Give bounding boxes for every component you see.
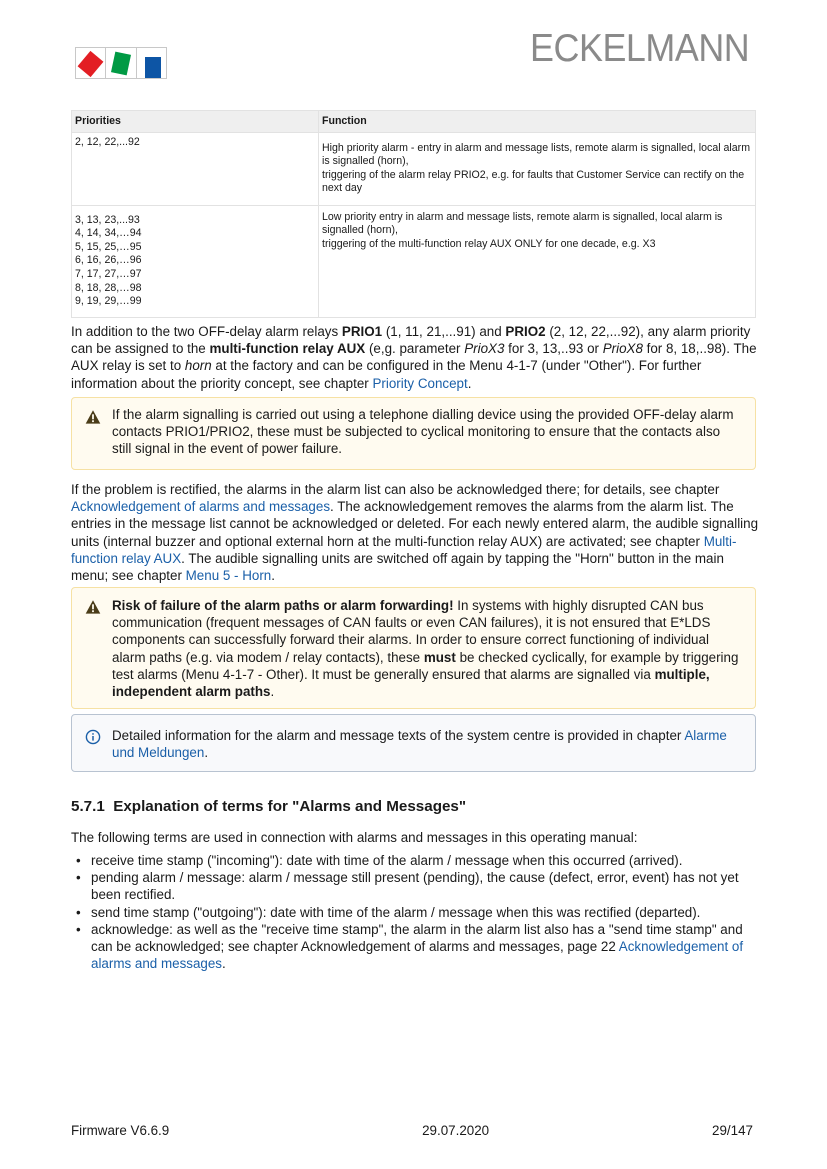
menu-5-horn-link[interactable]: Menu 5 - Horn xyxy=(185,568,272,584)
warning-text: If the alarm signalling is carried out using a telephone dialling device using the provided OFF-delay alarm contacts PRIO1/PRIO2, these must be subjected to cyclical monitoring to ensure that the contacts also still signal in the event of power failure. xyxy=(112,407,734,457)
function-cell: Low priority entry in alarm and message lists, remote alarm is signalled, local alarm is signalled (horn), triggering of the multi-function relay AUX ONLY for one decade, e.g. X3 xyxy=(319,205,756,317)
info-text: Detailed information for the alarm and message texts of the system centre is provided in chapter Alarme und Meldungen. xyxy=(112,728,727,761)
multi-function-relay-link[interactable]: Multi-function relay AUX xyxy=(71,533,737,566)
acknowledgement-paragraph: If the problem is rectified, the alarms in the alarm list can also be acknowledged there; for details, see chapter Acknowledgement of alarms and messages. The acknowledgement removes the alarms from the alarm list. The entries in the message list cannot be acknowledged or deleted. For each newly entered alarm, the audible signalling units (internal buzzer and optional external horn at the multi-function relay AUX) are activated; see chapter Multi-function relay AUX. The audible signalling units are switched off again by tapping the "Horn" button in the main menu; see chapter Menu 5 - Horn. xyxy=(71,482,759,584)
table-row xyxy=(72,205,756,317)
list-item: • pending alarm / message: alarm / message still present (pending), the cause (defect, error, event) has not yet been rectified. xyxy=(71,869,761,903)
column-header-priorities: Priorities xyxy=(72,111,319,133)
section-heading: 5.7.1 Explanation of terms for "Alarms and Messages" xyxy=(71,798,467,815)
warning-callout-alarm-paths xyxy=(71,587,756,709)
table-header-row xyxy=(72,111,756,133)
warning-callout-dialling-device xyxy=(71,397,756,470)
terms-list xyxy=(71,852,761,972)
priority-concept-link[interactable]: Priority Concept xyxy=(372,375,468,391)
footer-date: 29.07.2020 xyxy=(422,1123,490,1138)
red-diamond-icon xyxy=(78,51,104,77)
firmware-version: Firmware V6.6.9 xyxy=(71,1123,170,1138)
acknowledgement-page-link[interactable]: Acknowledgement of alarms and messages xyxy=(91,939,744,972)
eckelmann-logo-mark xyxy=(75,47,167,79)
column-header-function: Function xyxy=(319,111,756,133)
priorities-cell: 2, 12, 22,...92 xyxy=(72,132,319,205)
section-intro: The following terms are used in connection with alarms and messages in this operating manual: xyxy=(71,830,638,845)
page-footer xyxy=(71,1122,753,1139)
table-row xyxy=(72,132,756,205)
relay-priority-paragraph: In addition to the two OFF-delay alarm relays PRIO1 (1, 11, 21,...91) and PRIO2 (2, 12, 22,...92), any alarm priority can be assigned to the multi-function relay AUX (e,g. parameter PrioX3 for 3, 13,..93 or PrioX8 for 8, 18,..98). The AUX relay is set to horn at the factory and can be configured in the Menu 4-1-7 (under "Other"). For further information about the priority concept, see chapter Priority Concept. xyxy=(71,324,757,391)
function-cell: High priority alarm - entry in alarm and message lists, remote alarm is signalled, local alarm is signalled (horn), triggering of the alarm relay PRIO2, e.g. for faults that Customer Service can rectify on the next day xyxy=(319,132,756,205)
list-item: • receive time stamp ("incoming"): date with time of the alarm / message when this occurred (arrived). xyxy=(71,852,761,869)
blue-square-icon xyxy=(145,57,161,78)
warning-text: Risk of failure of the alarm paths or alarm forwarding! In systems with highly disrupted CAN bus communication (frequent messages of CAN faults or even CAN failures), it is not ensured that E*LDS components can successfully forward their alarms. In order to ensure correct functioning of individual alarm paths (e.g. via modem / relay contacts), these must be checked cyclically, for example by triggering test alarms (Menu 4-1-7 - Other). It must be generally ensured that alarms are signalled via multiple, independent alarm paths. xyxy=(112,598,739,700)
page-number: 29/147 xyxy=(712,1123,753,1138)
brand-wordmark: ECKELMANN xyxy=(529,27,749,70)
green-square-icon xyxy=(111,52,131,76)
info-icon xyxy=(85,729,101,745)
info-callout xyxy=(71,714,756,772)
list-item: • acknowledge: as well as the "receive time stamp", the alarm in the alarm list also has a "send time stamp" and can be acknowledged; see chapter Acknowledgement of alarms and messages, page 22 Acknowledgement of alarms and messages. xyxy=(71,921,761,973)
priorities-cell: 3, 13, 23,...93 4, 14, 34,…94 5, 15, 25,…95 6, 16, 26,…96 7, 17, 27,…97 8, 18, 28,…98 9, 19, 29,…99 xyxy=(72,205,319,317)
alarme-und-meldungen-link[interactable]: Alarme und Meldungen xyxy=(112,728,727,761)
priorities-table xyxy=(71,110,756,318)
warning-icon xyxy=(85,599,101,615)
acknowledgement-link[interactable]: Acknowledgement of alarms and messages xyxy=(71,499,331,515)
list-item: • send time stamp ("outgoing"): date with time of the alarm / message when this was rectified (departed). xyxy=(71,904,761,921)
warning-icon xyxy=(85,409,101,425)
